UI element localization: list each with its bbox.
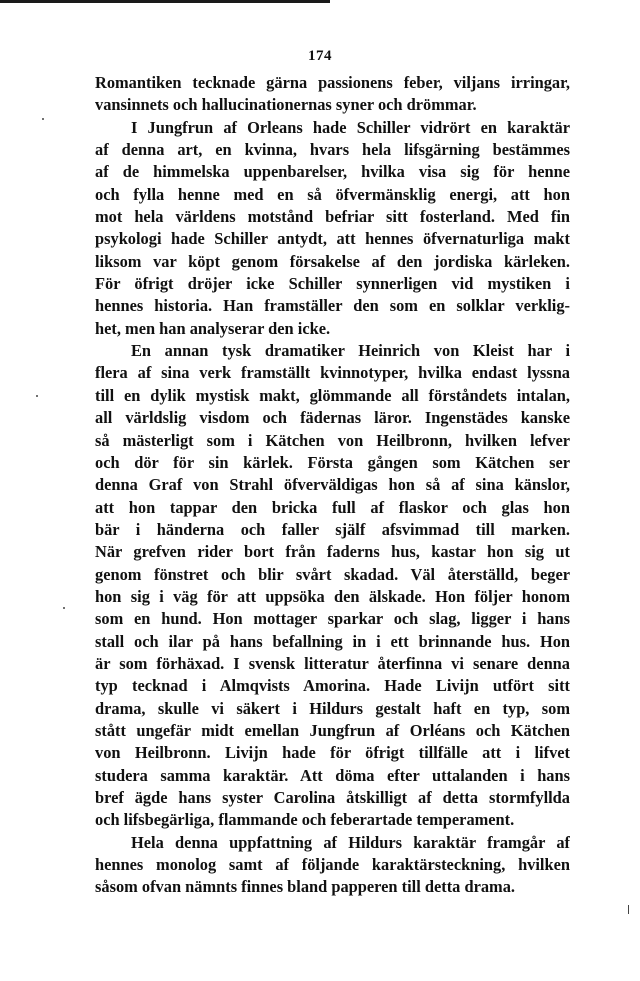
text-line: all världslig visdom och fädernas läror. Ingenstädes kanske <box>95 408 570 428</box>
text-line: hennes historia. Han framställer den som en solklar verklig- <box>95 296 570 316</box>
text-line: drama, skulle vi säkert i Hildurs gestalt haft en typ, som <box>95 698 570 718</box>
text-line: het, men han analyserar den icke. <box>95 318 331 338</box>
paragraph <box>95 117 570 340</box>
page-number: 174 <box>308 48 332 64</box>
text-line: af de himmelska uppenbarelser, hvilka visa sig för henne <box>95 162 570 182</box>
text-line: hennes monolog samt af följande karaktärsteckning, hvilken <box>95 855 570 875</box>
text-line: att hon tappar den bricka full af flaskor och glas hon <box>95 497 570 517</box>
text-line: studera samma karaktär. Att döma efter uttalanden i hans <box>95 765 570 785</box>
text-line: mot hela världens motstånd befriar sitt fosterland. Med fin <box>95 207 570 227</box>
text-line: Romantiken tecknade gärna passionens feber, viljans irringar, <box>95 73 570 92</box>
text-line: psykologi hade Schiller antydt, att hennes öfvernaturliga makt <box>95 229 570 249</box>
text-line: hon sig i väg för att uppsöka den älskade. Hon följer honom <box>95 586 570 606</box>
top-rule <box>0 0 330 3</box>
text-line: För öfrigt dröjer icke Schiller synnerligen vid mystiken i <box>95 274 570 294</box>
text-line: och dör för sin kärlek. Första gången som Kätchen ser <box>95 452 570 472</box>
text-line: såsom ofvan nämnts finnes bland papperen till detta drama. <box>95 877 515 897</box>
text-line: När grefven rider bort från faderns hus, kastar hon sig ut <box>95 542 570 562</box>
text-line: genom fönstret och blir svårt skadad. Väl återställd, beger <box>95 564 570 584</box>
text-line: som en hund. Hon mottager sparkar och slag, ligger i hans <box>95 609 570 629</box>
text-line: I Jungfrun af Orleans hade Schiller vidrört en karaktär <box>131 117 570 137</box>
text-line: och fylla henne med en så öfvermänsklig energi, att hon <box>95 184 570 204</box>
text-line: så mästerligt som i Kätchen von Heilbronn, hvilken lefver <box>95 430 570 450</box>
text-line: och lifsbegärliga, flammande och feberartade temperament. <box>95 810 515 830</box>
text-line: bref ägde hans syster Carolina åtskilligt af detta stormfyllda <box>95 788 570 807</box>
text-line: vansinnets och hallucinationernas syner och drömmar. <box>95 95 477 115</box>
paragraph <box>95 832 570 899</box>
text-line: von Heilbronn. Livijn hade för öfrigt tillfälle att i lifvet <box>95 743 570 763</box>
text-line: liksom var köpt genom försakelse af den jordiska kärleken. <box>95 251 570 271</box>
text-line: denna Graf von Strahl öfverväldigas hon så af sina känslor, <box>95 475 570 495</box>
page-text <box>95 72 570 899</box>
text-line: bär i händerna och faller själf afsvimmad till marken. <box>95 519 570 539</box>
text-line: af denna art, en kvinna, hvars hela lifsgärning bestämmes <box>95 140 570 160</box>
text-line: till en dylik mystisk makt, glömmande all förståndets intalan, <box>95 385 570 405</box>
text-line: är som förhäxad. I svensk litteratur återfinna vi senare denna <box>95 653 570 673</box>
text-line: typ tecknad i Almqvists Amorina. Hade Livijn utfört sitt <box>95 676 570 696</box>
text-line: En annan tysk dramatiker Heinrich von Kleist har i <box>131 341 570 361</box>
text-line: Hela denna uppfattning af Hildurs karaktär framgår af <box>131 832 570 852</box>
text-line: stått ungefär midt emellan Jungfrun af Orléans och Kätchen <box>95 720 570 740</box>
text-line: stall och ilar på hans befallning in i ett brinnande hus. Hon <box>95 631 570 651</box>
paragraph <box>95 72 570 117</box>
paragraph <box>95 340 570 832</box>
text-line: flera af sina verk framställt kvinnotyper, hvilka endast lyssna <box>95 363 570 383</box>
